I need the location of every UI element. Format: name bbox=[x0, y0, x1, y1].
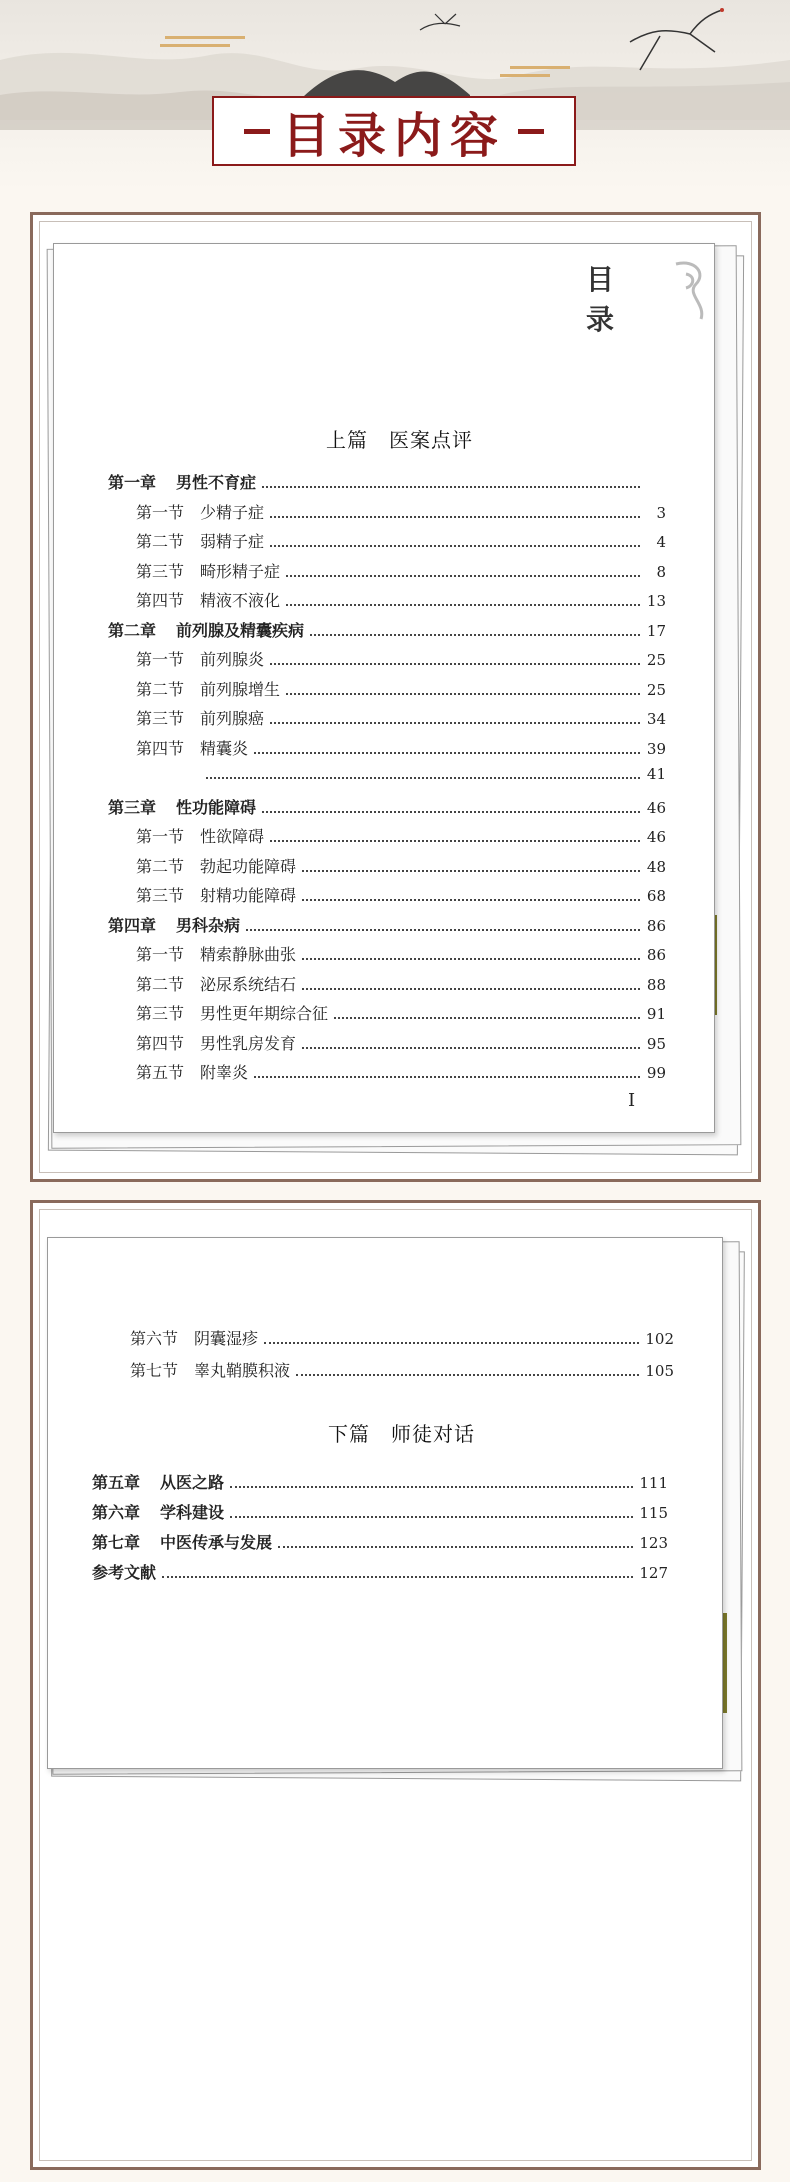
toc-entry-section: 参考文献 bbox=[92, 1563, 157, 1582]
toc-entry bbox=[136, 883, 666, 906]
toc-entry-section: 第一节 bbox=[136, 945, 185, 964]
toc-leader-dots bbox=[296, 1374, 639, 1376]
toc-leader-dots bbox=[246, 929, 640, 931]
toc-entry bbox=[136, 1060, 666, 1083]
toc-entry-page: 123 bbox=[639, 1534, 668, 1552]
toc-entry-page: 34 bbox=[646, 710, 666, 728]
toc-entry-page: 86 bbox=[646, 916, 666, 935]
toc-entry-page: 25 bbox=[646, 651, 666, 669]
toc-entry bbox=[92, 1470, 668, 1493]
toc-entry-section: 第一节 bbox=[136, 650, 185, 669]
toc-entry-page: 25 bbox=[646, 680, 666, 699]
toc-entry-title: 精囊炎 bbox=[200, 738, 249, 758]
toc-leader-dots bbox=[162, 1576, 633, 1578]
toc-entry-section: 第四节 bbox=[136, 1033, 185, 1053]
toc-entry-section: 第三节 bbox=[136, 709, 185, 728]
toc-leader-dots bbox=[302, 988, 640, 990]
toc-entry bbox=[108, 618, 666, 641]
toc-entry-title: 精液不液化 bbox=[200, 591, 281, 610]
toc-leader-dots bbox=[302, 958, 640, 960]
toc-leader-dots bbox=[286, 693, 640, 695]
toc-page-1 bbox=[53, 243, 715, 1133]
toc-entry-page: 105 bbox=[645, 1362, 674, 1380]
toc-leader-dots bbox=[230, 1516, 633, 1518]
toc-entry-page: 86 bbox=[646, 946, 666, 964]
toc-entry-title: 中医传承与发展 bbox=[160, 1533, 273, 1552]
toc-leader-dots bbox=[302, 1047, 640, 1049]
toc-entry bbox=[136, 588, 666, 611]
section-title: 目录内容 bbox=[281, 107, 506, 164]
toc-entry-section: 第二章 bbox=[108, 620, 157, 640]
toc-entry-page: 68 bbox=[646, 887, 666, 905]
toc-leader-dots bbox=[302, 870, 640, 872]
title-dash-right bbox=[518, 129, 544, 134]
toc-entry-title: 睾丸鞘膜积液 bbox=[194, 1361, 291, 1380]
toc-page-2 bbox=[47, 1237, 723, 1769]
toc-entry bbox=[108, 470, 666, 493]
toc-leader-dots bbox=[270, 516, 640, 518]
toc-entry-page: 3 bbox=[656, 503, 666, 522]
toc-entry bbox=[136, 647, 666, 670]
toc-image-panel-2 bbox=[30, 1200, 761, 2170]
toc-entry bbox=[130, 1358, 674, 1381]
toc-entry-title: 阴囊湿疹 bbox=[194, 1329, 259, 1348]
toc-entry-title: 前列腺增生 bbox=[200, 679, 281, 699]
toc-entry bbox=[92, 1530, 668, 1553]
toc-entry-page: 48 bbox=[646, 857, 666, 876]
toc-entry-page: 4 bbox=[656, 533, 666, 551]
toc-entry-page: 91 bbox=[646, 1005, 666, 1023]
part-title-2: 下篇 师徒对话 bbox=[328, 1422, 475, 1446]
toc-entry-section: 第六章 bbox=[92, 1503, 141, 1522]
toc-entry bbox=[136, 529, 666, 552]
toc-entry bbox=[130, 1326, 674, 1349]
toc-entry-section: 第一节 bbox=[136, 827, 185, 846]
toc-leader-dots bbox=[264, 1342, 639, 1344]
toc-entry bbox=[136, 706, 666, 729]
crane-icon bbox=[630, 8, 724, 70]
toc-heading: 目 录 bbox=[586, 263, 691, 336]
toc-entry bbox=[136, 972, 666, 995]
toc-entry-title: 精索静脉曲张 bbox=[200, 945, 297, 964]
cloud-pattern-icon bbox=[666, 254, 716, 334]
toc-entry bbox=[108, 913, 666, 936]
toc-image-panel-1 bbox=[30, 212, 761, 1182]
toc-entry-title: 男性乳房发育 bbox=[200, 1033, 297, 1053]
toc-entry-page: 17 bbox=[646, 621, 666, 640]
toc-entry bbox=[136, 736, 666, 759]
toc-entry-section: 第四节 bbox=[136, 591, 185, 610]
toc-entry-page: 115 bbox=[639, 1504, 668, 1522]
section-title-box bbox=[212, 96, 576, 166]
toc-entry bbox=[92, 1500, 668, 1523]
title-dash-left bbox=[244, 129, 270, 134]
toc-leader-dots bbox=[278, 1546, 633, 1548]
toc-leader-dots bbox=[230, 1486, 633, 1488]
toc-entry-page: 127 bbox=[639, 1564, 668, 1582]
toc-entry-page: 46 bbox=[646, 828, 666, 846]
toc-leader-dots bbox=[270, 840, 640, 842]
toc-leader-dots bbox=[302, 899, 640, 901]
toc-entry-title: 前列腺及精囊疾病 bbox=[176, 620, 305, 640]
toc-entry-section: 第五节 bbox=[136, 1063, 185, 1082]
toc-leader-dots bbox=[262, 811, 640, 813]
toc-entry-title: 前列腺癌 bbox=[200, 709, 265, 728]
toc-entry-page: 102 bbox=[645, 1330, 674, 1348]
toc-leader-dots bbox=[254, 1076, 640, 1078]
toc-entry bbox=[136, 500, 666, 523]
page-number-roman: I bbox=[628, 1090, 636, 1111]
toc-entry-section: 第二节 bbox=[136, 856, 185, 876]
toc-entry-title: 性欲障碍 bbox=[200, 827, 265, 846]
toc-entry bbox=[136, 559, 666, 582]
toc-leader-dots bbox=[254, 752, 640, 754]
toc-entry-title: 从医之路 bbox=[160, 1473, 225, 1492]
toc-entry bbox=[136, 1031, 666, 1054]
crane-icon bbox=[420, 14, 460, 30]
toc-entry-title: 男科杂病 bbox=[176, 915, 241, 935]
toc-entry-section: 第四章 bbox=[108, 915, 157, 935]
toc-entry-page: 99 bbox=[646, 1064, 666, 1082]
toc-entry-title: 男性不育症 bbox=[176, 473, 257, 492]
toc-entry-title: 前列腺炎 bbox=[200, 650, 265, 669]
toc-entry-section: 第一节 bbox=[136, 502, 185, 522]
toc-entry-page: 8 bbox=[656, 562, 666, 581]
toc-entry-title: 畸形精子症 bbox=[200, 561, 281, 581]
header-banner bbox=[0, 0, 790, 190]
toc-leader-dots bbox=[270, 663, 640, 665]
toc-entry-title: 男性更年期综合征 bbox=[200, 1004, 329, 1023]
toc-entry bbox=[108, 795, 666, 818]
toc-entry-section: 第三节 bbox=[136, 886, 185, 905]
toc-entry-title: 弱精子症 bbox=[200, 532, 265, 551]
toc-entry-title: 性功能障碍 bbox=[176, 797, 257, 817]
toc-entry-title: 附睾炎 bbox=[200, 1063, 249, 1082]
part-title-1: 上篇 医案点评 bbox=[326, 428, 473, 452]
toc-entry-page: 46 bbox=[646, 798, 666, 817]
toc-entry-title: 射精功能障碍 bbox=[200, 886, 297, 905]
toc-entry bbox=[136, 942, 666, 965]
toc-entry-section: 第二节 bbox=[136, 679, 185, 699]
toc-entry-section: 第七节 bbox=[130, 1361, 179, 1380]
toc-entry-page: 95 bbox=[646, 1034, 666, 1053]
toc-entry bbox=[136, 1001, 666, 1024]
page-edge-accent bbox=[723, 1613, 727, 1713]
toc-entry-section: 第三节 bbox=[136, 1004, 185, 1023]
toc-leader-dots bbox=[310, 634, 640, 636]
toc-entry bbox=[136, 824, 666, 847]
toc-leader-dots bbox=[262, 486, 640, 488]
toc-entry-section: 第二节 bbox=[136, 532, 185, 551]
toc-leader-dots bbox=[206, 777, 640, 779]
toc-leader-dots bbox=[286, 575, 640, 577]
toc-leader-dots bbox=[270, 722, 640, 724]
toc-entry-section: 第六节 bbox=[130, 1329, 179, 1348]
toc-entry-page: 13 bbox=[646, 592, 666, 610]
toc-entry-title: 少精子症 bbox=[200, 502, 265, 522]
toc-entry-section: 第三节 bbox=[136, 561, 185, 581]
toc-entry-section: 第三章 bbox=[108, 797, 157, 817]
toc-entry bbox=[136, 677, 666, 700]
toc-entry-title: 学科建设 bbox=[160, 1503, 225, 1522]
toc-entry-title: 勃起功能障碍 bbox=[200, 856, 297, 876]
toc-entry bbox=[136, 854, 666, 877]
toc-entry-page: 111 bbox=[639, 1474, 668, 1492]
toc-entry bbox=[136, 765, 666, 783]
toc-entry bbox=[92, 1560, 668, 1583]
toc-entry-page: 88 bbox=[646, 975, 666, 994]
toc-leader-dots bbox=[286, 604, 640, 606]
toc-entry-page: 41 bbox=[646, 765, 666, 783]
toc-entry-section: 第二节 bbox=[136, 974, 185, 994]
toc-entry-section: 第四节 bbox=[136, 738, 185, 758]
toc-entry-section: 第七章 bbox=[92, 1533, 141, 1552]
toc-entry-section: 第一章 bbox=[108, 473, 157, 492]
toc-entry-title: 泌尿系统结石 bbox=[200, 974, 297, 994]
toc-leader-dots bbox=[270, 545, 640, 547]
toc-entry-page: 39 bbox=[646, 739, 666, 758]
toc-leader-dots bbox=[334, 1017, 640, 1019]
toc-entry-section: 第五章 bbox=[92, 1473, 141, 1492]
